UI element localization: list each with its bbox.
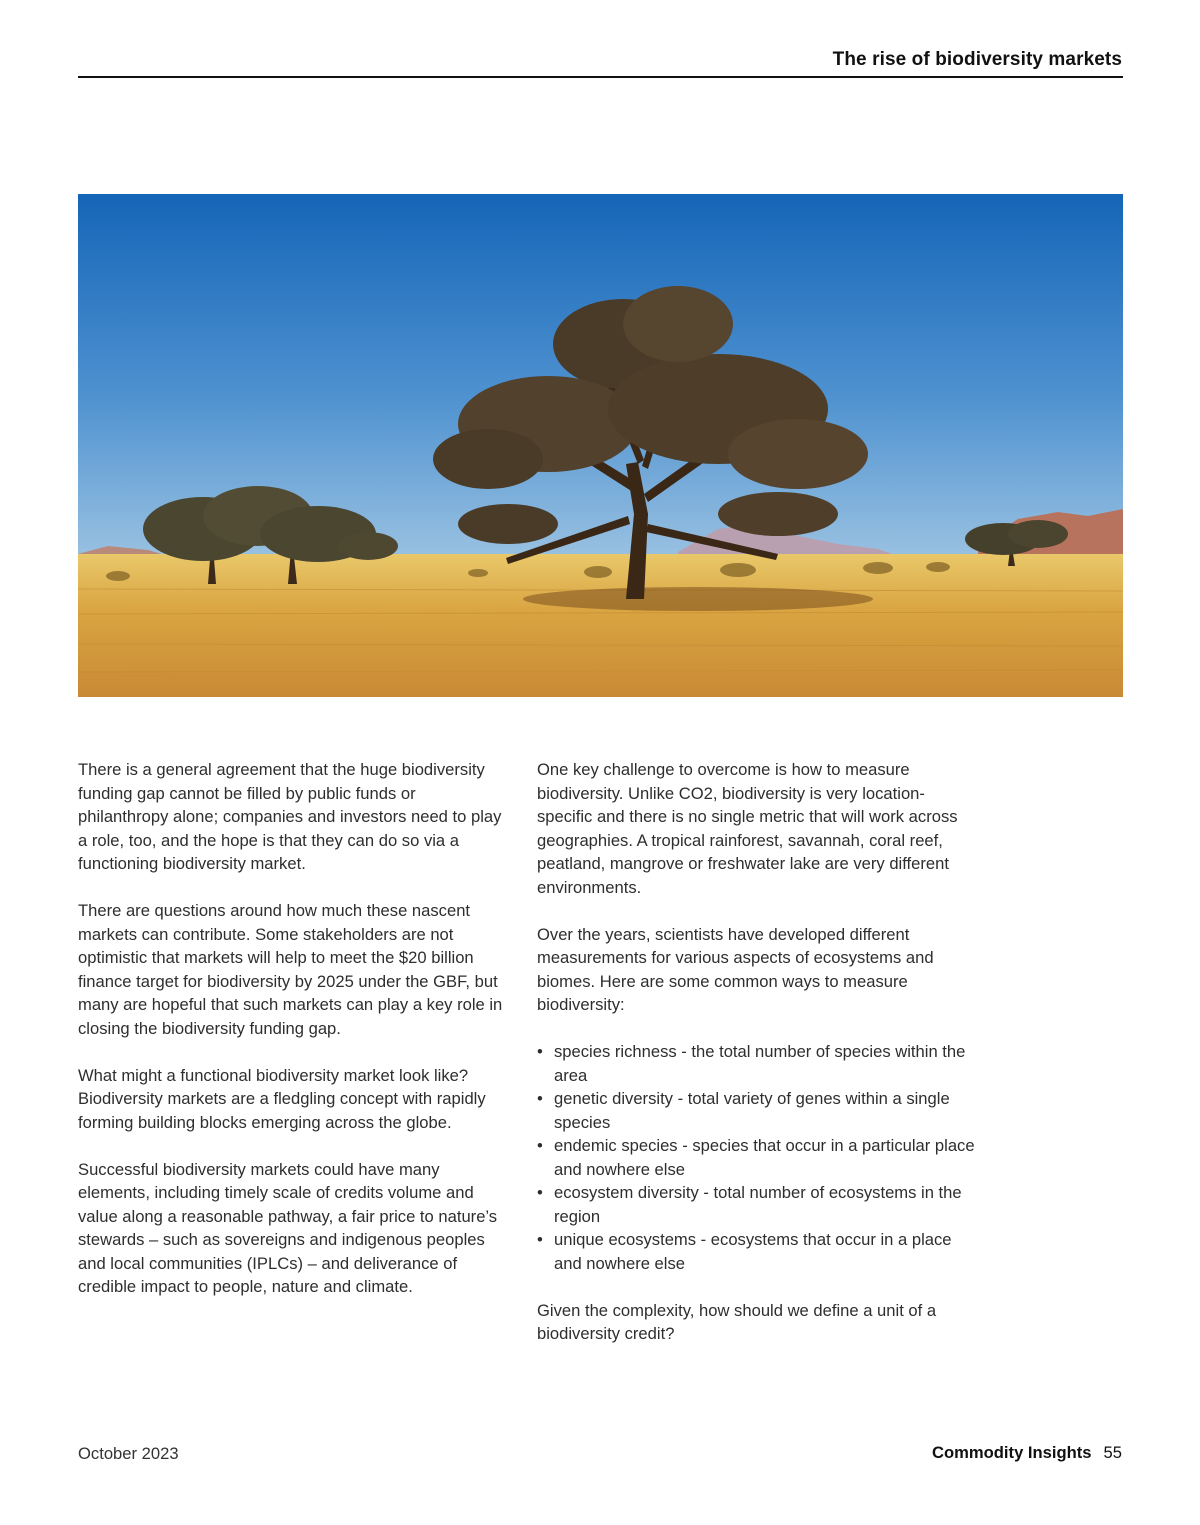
body-paragraph: Over the years, scientists have developed different measurements for various aspects of ecosystems and biomes. Here are some common ways to measure biodiversity: <box>537 924 934 1014</box>
list-item: • unique ecosystems - ecosystems that occur in a place and nowhere else <box>537 1228 977 1275</box>
body-paragraph: Successful biodiversity markets could have many elements, including timely scale of credits volume and value along a reasonable pathway, a fair price to nature’s stewards – such as sovereigns and indigenous peoples and local communities (IPLCs) – and deliverance of credible impact to people, nature and climate. <box>78 1159 498 1296</box>
header-divider <box>78 76 1123 78</box>
page-number: 55 <box>1103 1443 1122 1462</box>
right-text-column <box>537 758 977 1369</box>
tree-shadow <box>523 587 873 611</box>
biodiversity-measures-list <box>537 1040 977 1275</box>
list-item: • species richness - the total number of species within the area <box>537 1040 977 1087</box>
footer-brand: Commodity Insights <box>932 1443 1092 1462</box>
body-paragraph: What might a functional biodiversity market look like? Biodiversity markets are a fledgling concept with rapidly forming building blocks emerging across the globe. <box>78 1065 486 1132</box>
list-item: • ecosystem diversity - total number of ecosystems in the region <box>537 1181 977 1228</box>
body-paragraph: There is a general agreement that the huge biodiversity funding gap cannot be filled by public funds or philanthropy alone; companies and investors need to play a role, too, and the hope is that they can do so via a functioning biodiversity market. <box>78 760 502 873</box>
running-header-title: The rise of biodiversity markets <box>832 49 1122 70</box>
body-paragraph: There are questions around how much these nascent markets can contribute. Some stakeholders are not optimistic that markets will help to meet the $20 billion finance target for biodiversity by 2025 under the GBF, but many are hopeful that such markets can play a key role in closing the biodiversity funding gap. <box>78 901 503 1038</box>
list-item: • endemic species - species that occur in a particular place and nowhere else <box>537 1134 977 1181</box>
body-paragraph: One key challenge to overcome is how to measure biodiversity. Unlike CO2, biodiversity is very location-specific and there is no single metric that will work across geographies. A tropical rainforest, savannah, coral reef, peatland, mangrove or freshwater lake are very different environments. <box>537 760 958 897</box>
hero-image <box>78 194 1123 697</box>
savannah-tree-illustration <box>78 194 1123 697</box>
footer-brand-block <box>932 1443 1122 1463</box>
left-text-column <box>78 758 508 1322</box>
closing-paragraph: Given the complexity, how should we define a unit of a biodiversity credit? <box>537 1300 937 1343</box>
footer-date: October 2023 <box>78 1444 179 1463</box>
list-item: • genetic diversity - total variety of genes within a single species <box>537 1087 977 1134</box>
